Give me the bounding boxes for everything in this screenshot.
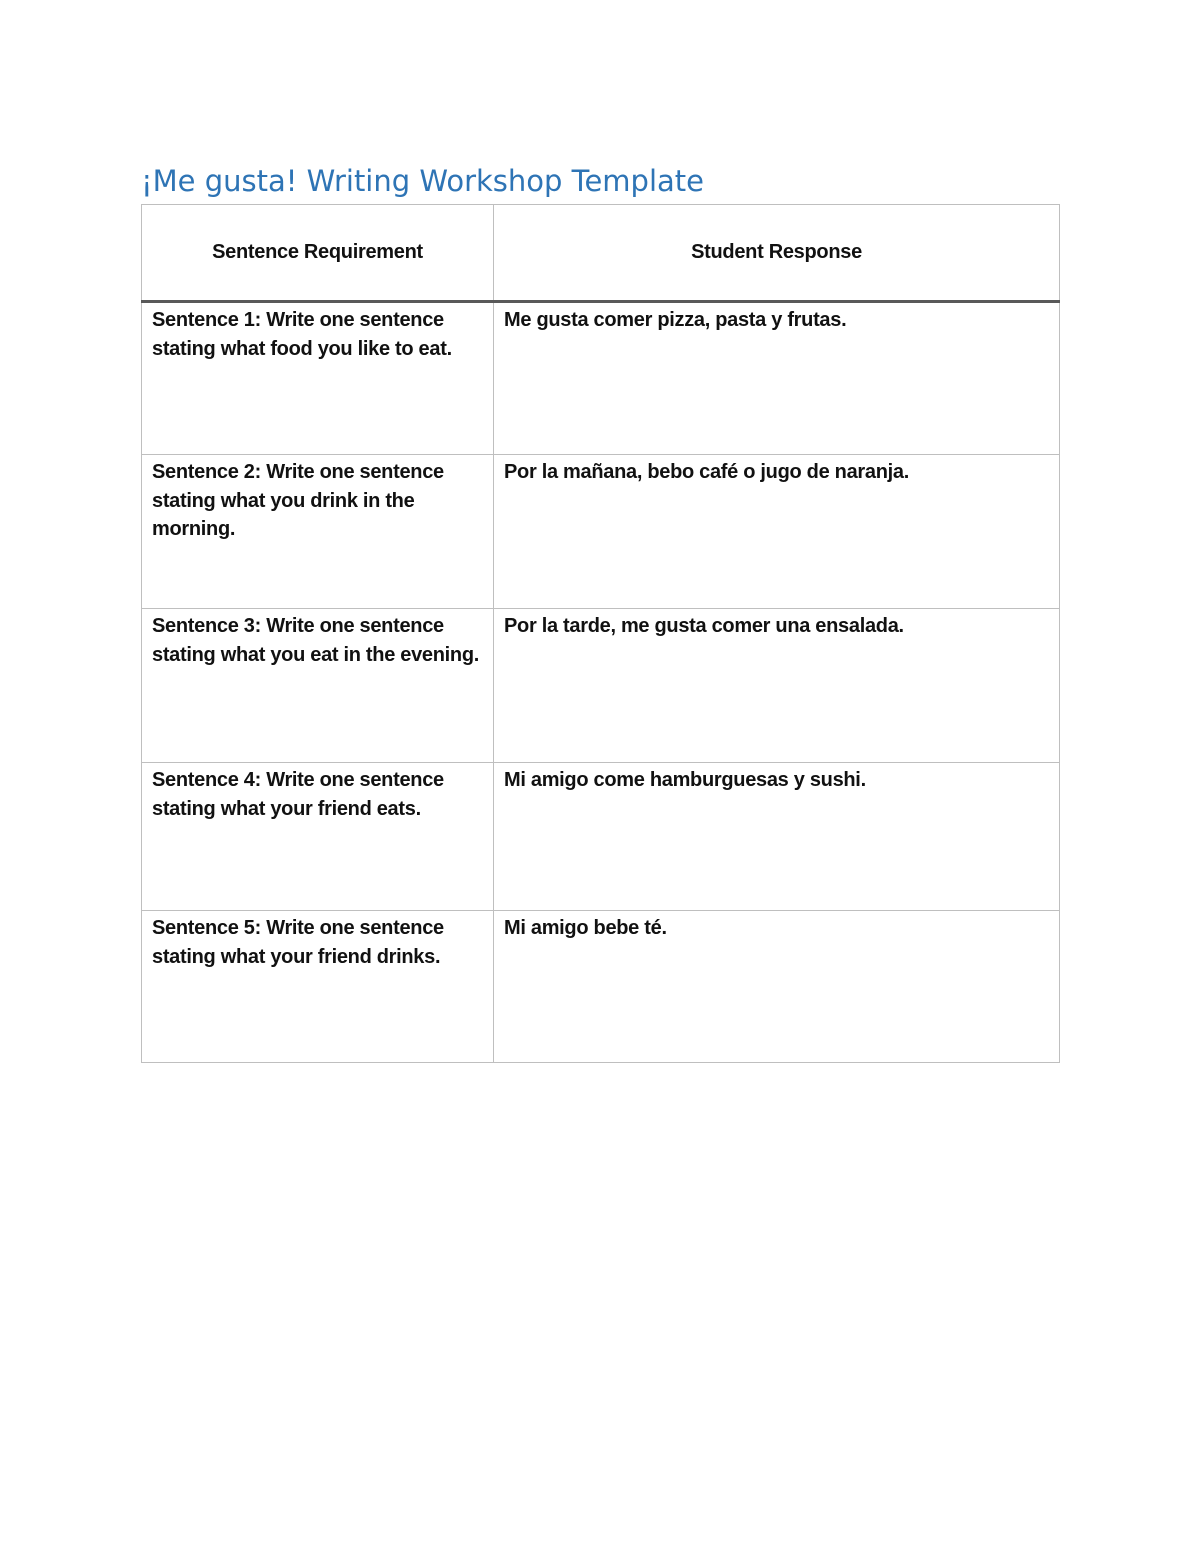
requirement-text: Sentence 2: Write one sentence stating what you drink in the morning.	[152, 461, 444, 540]
requirement-text: Sentence 5: Write one sentence stating what your friend drinks.	[152, 917, 444, 968]
table-row	[142, 455, 1060, 609]
requirement-cell	[142, 763, 494, 911]
table-row	[142, 911, 1060, 1063]
requirement-cell	[142, 609, 494, 763]
requirement-text: Sentence 1: Write one sentence stating what food you like to eat.	[152, 309, 452, 360]
response-cell[interactable]	[494, 455, 1060, 609]
writing-workshop-table	[141, 204, 1060, 1063]
response-cell[interactable]	[494, 763, 1060, 911]
response-cell[interactable]	[494, 302, 1060, 455]
page-title: ¡Me gusta! Writing Workshop Template	[141, 164, 704, 198]
table-row	[142, 763, 1060, 911]
table-header-row	[142, 205, 1060, 302]
response-cell[interactable]	[494, 609, 1060, 763]
response-cell[interactable]	[494, 911, 1060, 1063]
requirement-text: Sentence 4: Write one sentence stating what your friend eats.	[152, 769, 444, 820]
response-text[interactable]: Por la tarde, me gusta comer una ensalada.	[504, 615, 904, 637]
requirement-cell	[142, 455, 494, 609]
table-row	[142, 609, 1060, 763]
response-text[interactable]: Por la mañana, bebo café o jugo de naranja.	[504, 461, 909, 483]
response-text[interactable]: Mi amigo come hamburguesas y sushi.	[504, 769, 866, 791]
table-row	[142, 302, 1060, 455]
requirement-text: Sentence 3: Write one sentence stating what you eat in the evening.	[152, 615, 480, 666]
response-text[interactable]: Mi amigo bebe té.	[504, 917, 667, 939]
response-text[interactable]: Me gusta comer pizza, pasta y frutas.	[504, 309, 847, 331]
requirement-cell	[142, 911, 494, 1063]
header-sentence-requirement: Sentence Requirement	[142, 205, 494, 302]
requirement-cell	[142, 302, 494, 455]
header-student-response: Student Response	[494, 205, 1060, 302]
